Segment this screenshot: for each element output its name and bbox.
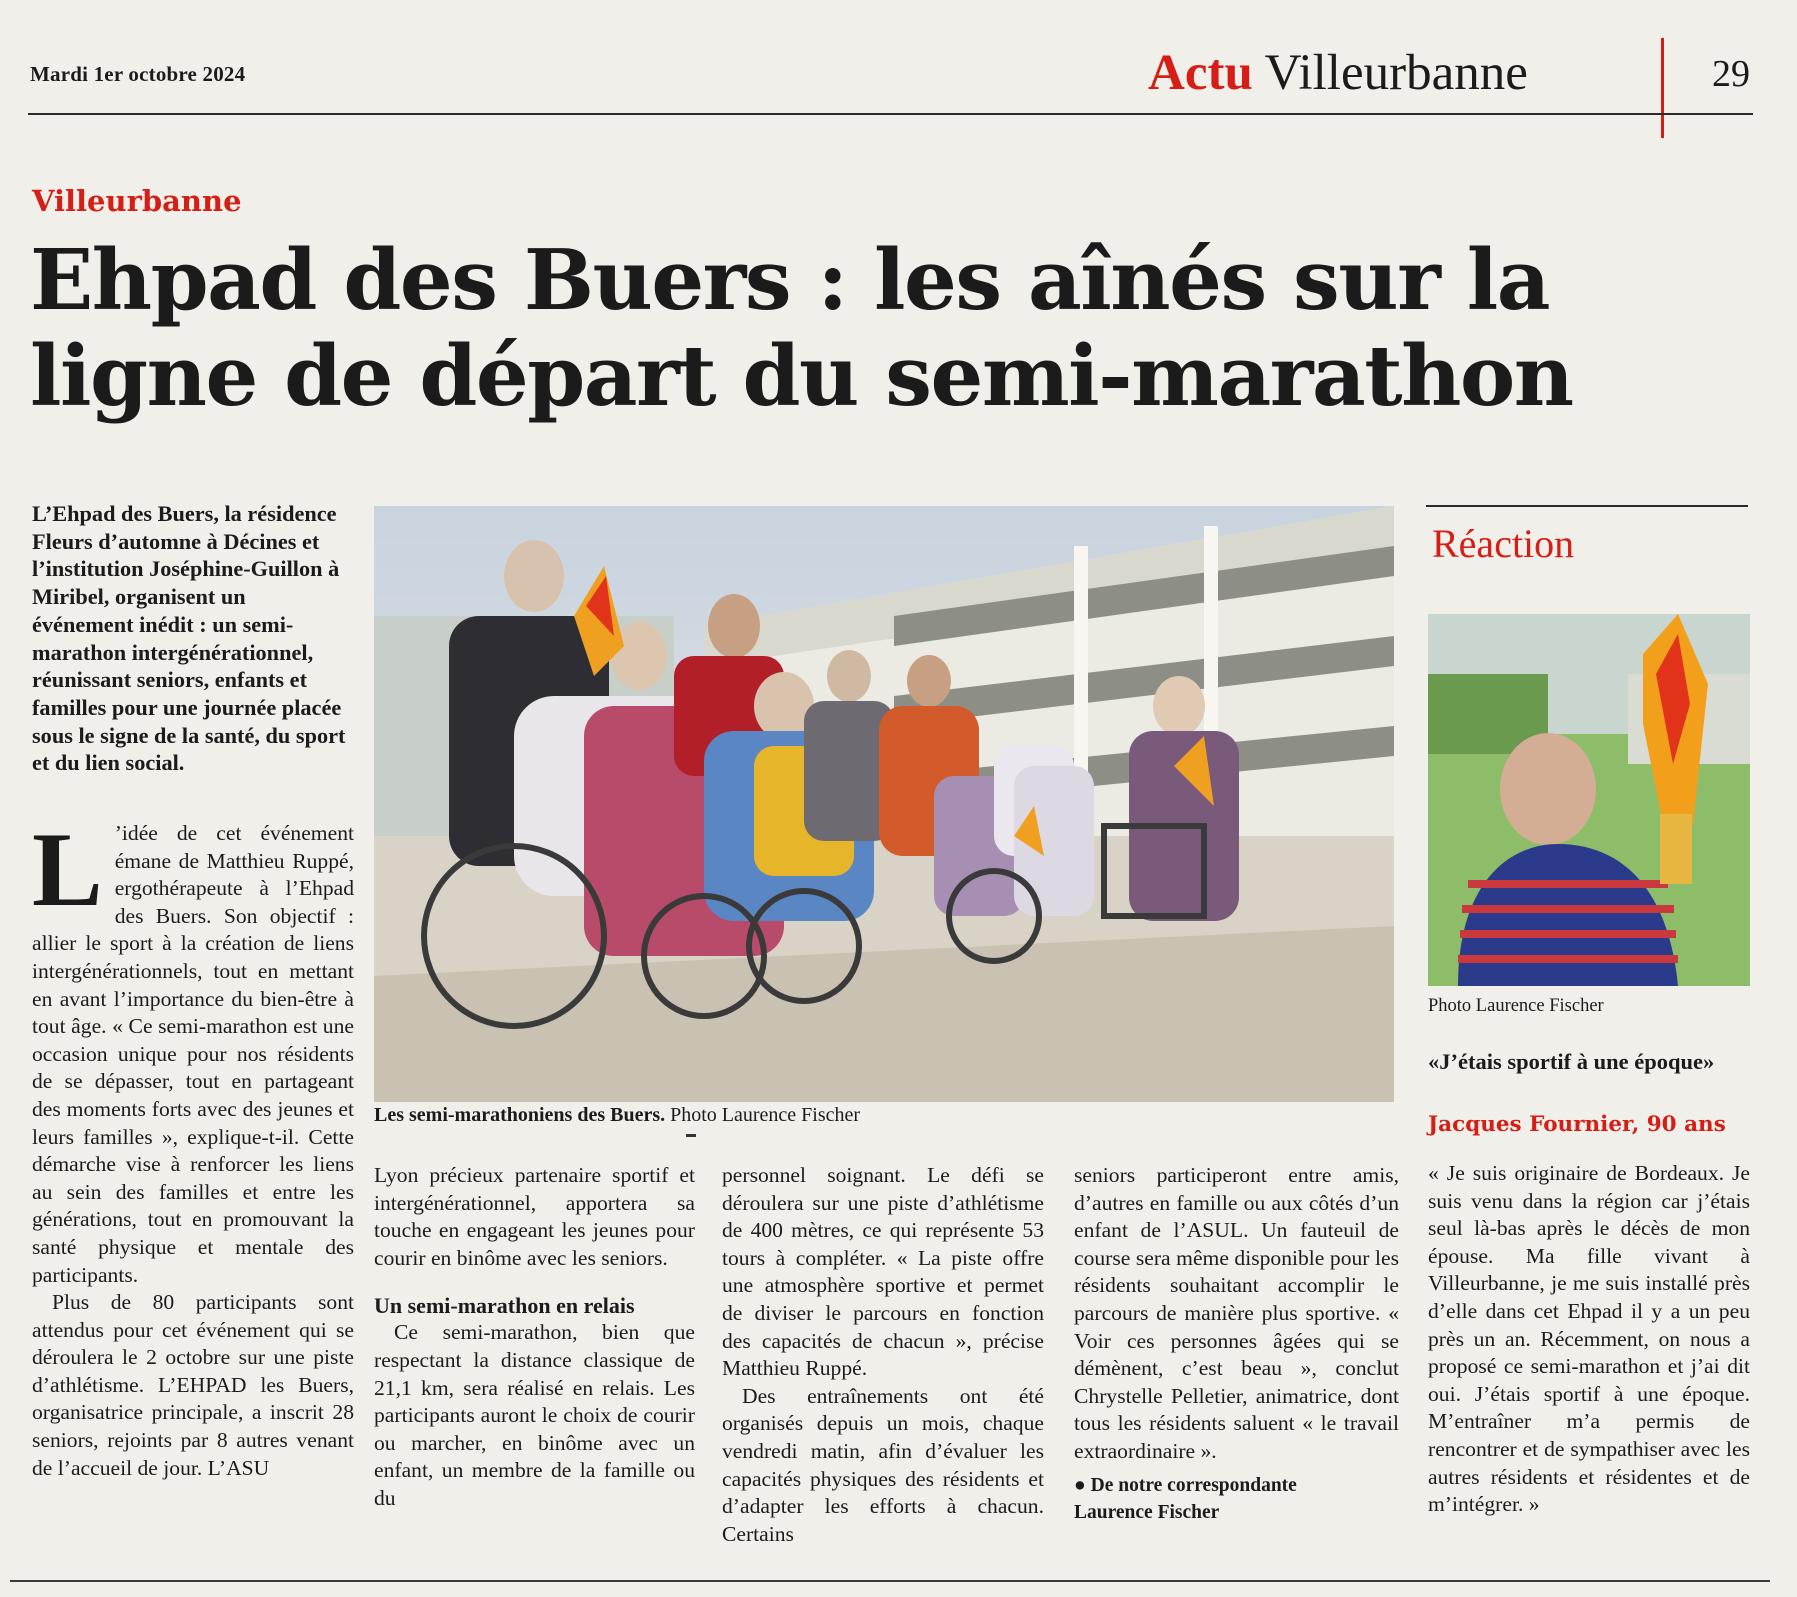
- article-column-3: [722, 1162, 1044, 1548]
- separator-mark: [686, 1134, 696, 1137]
- section-city: Villeurbanne: [1264, 45, 1528, 101]
- quote-author: Jacques Fournier, 90 ans: [1428, 1112, 1726, 1137]
- article-kicker: Villeurbanne: [32, 184, 242, 218]
- article-headline: Ehpad des Buers : les aînés sur la ligne de départ du semi-marathon: [30, 231, 1573, 425]
- article-column-1: [32, 811, 354, 1482]
- header-rule: [28, 113, 1753, 115]
- main-photo: [374, 506, 1394, 1102]
- caption-title: Les semi-marathoniens des Buers.: [374, 1104, 666, 1126]
- sidebar-photo: [1428, 614, 1750, 986]
- paragraph: [32, 811, 354, 1289]
- sidebar-photo-credit: Photo Laurence Fischer: [1428, 996, 1604, 1016]
- issue-date: Mardi 1er octobre 2024: [30, 62, 246, 86]
- paragraph: seniors participeront entre amis, d’autres en famille ou aux côtés d’un enfant de l’ASUL. Un fauteuil de course sera même disponible pour les résidents souhaitant accomplir le parcours de manière plus sportive. « Voir ces personnes âgées qui se démènent, c’est beau », conclut Chrystelle Pelletier, animatrice, dont tous les résidents saluent « le travail extraordinaire ».: [1074, 1163, 1399, 1463]
- paragraph: Des entraînements ont été organisés depuis un mois, chaque vendredi matin, afin d’évaluer les capacités physiques des résidents et d’adapter les efforts à chacun. Certains: [722, 1383, 1044, 1546]
- paragraph: Ce semi-marathon, bien que respectant la distance classique de 21,1 km, sera réalisé en relais. Les participants auront le choix de courir ou marcher, en binôme avec un enfant, un membre de la famille ou du: [374, 1320, 695, 1510]
- paragraph: Plus de 80 participants sont attendus pour cet événement qui se déroulera le 2 octobre sur une piste d’athlétisme. L’EHPAD les Buers, organisatrice principale, a inscrit 28 seniors, rejoints par 8 autres venant de l’accueil de jour. L’ASU: [32, 1290, 354, 1480]
- drop-cap: L: [32, 811, 103, 928]
- byline-name: Laurence Fischer: [1074, 1501, 1220, 1523]
- paragraph: Lyon précieux partenaire sportif et intergénérationnel, apportera sa touche en engageant les jeunes pour courir en binôme avec les seniors.: [374, 1163, 695, 1270]
- section-divider: [1661, 38, 1664, 138]
- main-photo-caption: [374, 1104, 860, 1127]
- section-header: [1148, 44, 1528, 102]
- sidebar-rule: [1426, 505, 1748, 507]
- quote-text: « Je suis originaire de Bordeaux. Je suis venu dans la région car j’étais seul là-bas après le décès de mon épouse. Ma fille vivant à Villeurbanne, je me suis installé près d’elle dans cet Ehpad il y a un peu près un an. Récemment, on nous a proposé ce semi-marathon et j’ai dit oui. J’étais sportif à une époque. M’entraîner m’a permis de rencontrer et de sympathiser avec les autres résidents et résidentes et de m’intégrer. »: [1428, 1161, 1750, 1517]
- article-column-2: [374, 1162, 695, 1513]
- sidebar-photo-illustration: [1428, 614, 1750, 986]
- sidebar-title: Réaction: [1432, 521, 1575, 566]
- paragraph-text: ’idée de cet événement émane de Matthieu Ruppé, ergothérapeute à l’Ehpad des Buers. Son objectif : allier le sport à la création de liens intergénérationnels, tout en mettant en avant l’importance du bien-être à tout âge. « Ce semi-marathon est une occasion unique pour nos résidents de se dépasser, tout en partageant des moments forts avec des jeunes et leurs familles », explique-t-il. Cette démarche vise à renforcer les liens au sein des familles et entre les générations, tout en promouvant la santé physique et mentale des participants.: [32, 821, 354, 1287]
- byline-label: ● De notre correspondante: [1074, 1474, 1297, 1496]
- article-column-4: [1074, 1162, 1399, 1526]
- footer-rule: [10, 1580, 1770, 1582]
- section-label: Actu: [1148, 45, 1253, 101]
- article-chapeau: L’Ehpad des Buers, la résidence Fleurs d’automne à Décines et l’institution Joséphine-Guillon à Miribel, organisent un événement inédit : un semi-marathon intergénérationnel, réunissant seniors, enfants et familles pour une journée placée sous le signe de la santé, du sport et du lien social.: [32, 501, 346, 776]
- paragraph: personnel soignant. Le défi se déroulera sur une piste d’athlétisme de 400 mètres, ce qui représente 53 tours à compléter. « La piste offre une atmosphère sportive et permet de diviser le parcours en fonction des capacités de chacun », précise Matthieu Ruppé.: [722, 1163, 1044, 1381]
- subheading: Un semi-marathon en relais: [374, 1293, 635, 1319]
- caption-credit: Photo Laurence Fischer: [665, 1104, 861, 1126]
- page-number: 29: [1712, 53, 1750, 95]
- quote-title: «J’étais sportif à une époque»: [1428, 1049, 1715, 1074]
- main-photo-illustration: [374, 506, 1394, 1102]
